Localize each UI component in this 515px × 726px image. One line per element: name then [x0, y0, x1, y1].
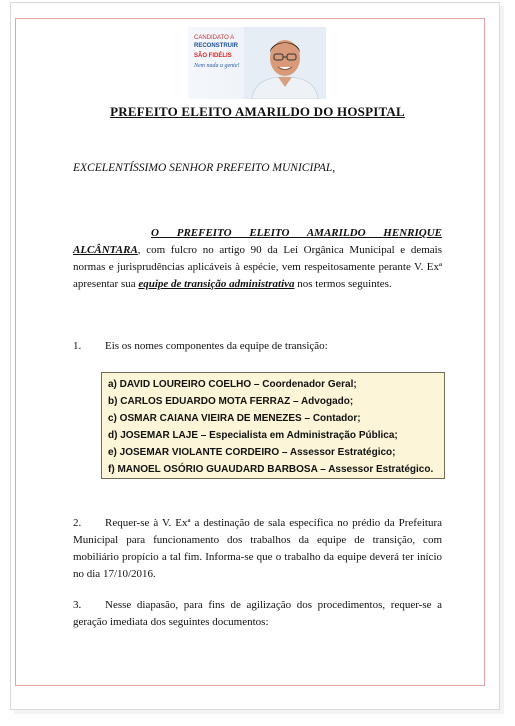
item-2-number: 2.	[73, 517, 82, 529]
transition-team-phrase: equipe de transição administrativa	[138, 278, 295, 290]
banner-line-1: CANDIDATO A	[194, 35, 235, 41]
intro-paragraph	[73, 225, 442, 293]
item-3-text: Nesse diapasão, para fins de agilização dos procedimentos, requer-se a geração imediata dos seguintes documentos:	[73, 599, 442, 628]
intro-text-2: nos termos seguintes.	[294, 278, 392, 290]
team-member: c) OSMAR CAIANA VIEIRA DE MENEZES – Contador;	[108, 413, 361, 424]
banner-line-2: RECONSTRUIR	[194, 43, 239, 49]
candidate-portrait	[244, 27, 326, 99]
item-3	[73, 597, 442, 631]
campaign-banner	[188, 27, 326, 99]
team-member: d) JOSEMAR LAJE – Especialista em Administração Pública;	[108, 430, 398, 441]
salutation: EXCELENTÍSSIMO SENHOR PREFEITO MUNICIPAL,	[73, 162, 336, 174]
team-list-box	[101, 372, 445, 479]
intro-text-1: , com fulcro no artigo 90 da Lei Orgânica Municipal e demais normas e jurisprudências aplicáveis à espécie, vem respeitosamente perante V. Exª apresentar sua	[73, 244, 442, 290]
item-2	[73, 515, 442, 583]
item-3-number: 3.	[73, 599, 82, 611]
banner-line-3: SÃO FIDÉLIS	[194, 53, 232, 59]
mayor-name: O PREFEITO ELEITO AMARILDO HENRIQUE ALCÂNTARA	[73, 227, 442, 256]
item-1-number: 1.	[73, 340, 82, 352]
team-member: f) MANOEL OSÓRIO GUAUDARD BARBOSA – Assessor Estratégico.	[108, 464, 434, 475]
team-member: a) DAVID LOUREIRO COELHO – Coordenador Geral;	[108, 379, 357, 390]
document-title: PREFEITO ELEITO AMARILDO DO HOSPITAL	[110, 104, 405, 119]
item-1	[73, 338, 442, 355]
item-1-text: Eis os nomes componentes da equipe de transição:	[105, 340, 328, 352]
team-member: b) CARLOS EDUARDO MOTA FERRAZ – Advogado;	[108, 396, 354, 407]
banner-slogan: Nem nada a gente!	[194, 63, 240, 69]
team-member: e) JOSEMAR VIOLANTE CORDEIRO – Assessor Estratégico;	[108, 447, 396, 458]
item-2-text: Requer-se à V. Exª a destinação de sala específica no prédio da Prefeitura Municipal para funcionamento dos trabalhos da equipe de transição, com mobiliário propício a tal fim. Informa-se que o trabalho da equipe deverá ter início no dia 17/10/2016.	[73, 517, 442, 580]
